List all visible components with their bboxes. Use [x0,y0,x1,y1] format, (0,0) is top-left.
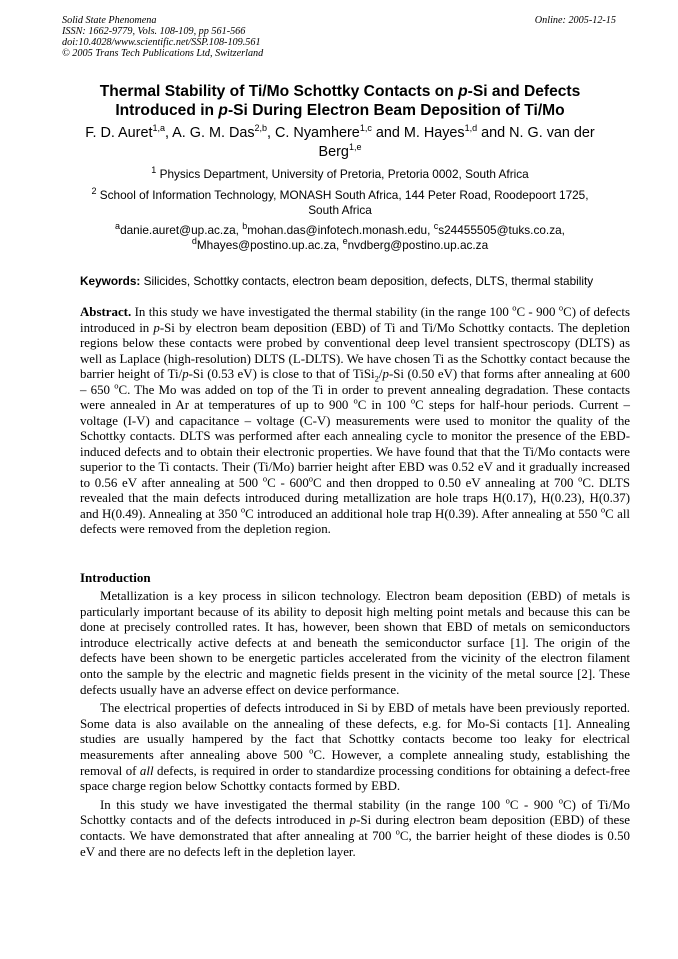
intro-text: C) of Ti/Mo Schottky contacts and of the defects introduced in [80,797,630,828]
journal-header [62,15,622,59]
abstract-text: C introduced an additional hole trap H(0.39). After annealing at 550 [245,506,601,521]
section-heading-introduction: Introduction [80,570,151,585]
title-l2a: Introduced in [115,102,219,119]
abstract-text: -Si (0.50 eV) that forms after annealing at 600 – 650 [80,367,630,397]
italic-p: p [382,367,389,381]
intro-text: defects, is required in order to standardize processing conditions for obtaining a defect-free space charge region below Schottky contacts formed by EBD. [80,763,630,794]
abstract-text: C all defects were removed from the depletion region. [80,506,630,536]
abstract-text: / [378,367,383,381]
intro-text: C. However, a complete annealing study, establishing the removal of [80,747,630,778]
degree-sup: o [578,473,583,484]
title-l1b: p [458,83,468,100]
degree-sup: o [114,380,119,391]
email-list [75,223,605,253]
author-5: and N. G. van der Berg [318,125,595,160]
online-date: Online: 2005-12-15 [534,15,616,26]
degree-sup: o [512,302,517,313]
intro-paragraph-3 [80,795,631,860]
author-3-sup: 1,c [359,123,372,134]
abstract-text: C steps for half-hour periods. Current – voltage (I-V) and capacitance – voltage (C-V) measurements were used to monitor the quality of the Schottky contacts. DLTS was performed after each annealing cycle to monitor the presence of the EBD-induced defects and to obtain their electronic properties. We have found that that the Ti/Mo contacts were superior to the Ti contacts. Their (Ti/Mo) barrier height after EBD was 0.52 eV and it gradually increased to 0.56 eV after annealing at 500 [80,398,630,490]
abstract-text: In this study we have investigated the thermal stability (in the range 100 [131,305,513,319]
intro-text: C - 900 [509,797,559,812]
paper-title [70,82,610,120]
author-list [70,124,610,162]
title-l2b: p [218,102,228,119]
title-l1c: -Si and Defects [467,83,581,100]
abstract-text: -Si (0.53 eV) is close to that of TiSi [188,367,375,381]
italic-all: all [139,763,154,778]
abstract-label: Abstract. [80,305,132,319]
subscript-2: 2 [374,373,379,384]
author-1: F. D. Auret [85,125,153,141]
affiliation-1-number: 1 [151,165,157,176]
affiliation-2-number: 2 [91,186,97,197]
email-e-sup: e [342,236,348,247]
author-5-sup: 1,e [348,142,362,153]
degree-sup: o [558,302,564,313]
intro-text: The electrical properties of defects introduced in Si by EBD of metals have been previously reported. Some data is also available on the annealing of these defects, e.g. for Mo-Si contacts [1]. Annealing studies are usually hampered by the fact that Schottky contacts become too leaky for electrical measurements after annealing above 500 [80,701,630,762]
author-4: and M. Hayes [371,125,465,141]
abstract-text: C in 100 [357,398,411,412]
degree-sup: o [353,395,358,406]
abstract-text: C and then dropped to 0.50 eV annealing at 700 [313,475,579,490]
abstract [80,302,630,538]
degree-sup: o [309,745,314,756]
issn-line: ISSN: 1662-9779, Vols. 108-109, pp 561-566 [62,26,246,37]
author-1-sup: 1,a [152,123,165,134]
intro-text: C, the barrier height of these diodes is 0.50 eV and there are no defects left in the depletion layer. [80,828,630,859]
degree-sup: o [240,504,246,515]
keywords-text: Silicides, Schottky contacts, electron beam deposition, defects, DLTS, thermal stability [140,274,594,288]
keywords-label: Keywords: [80,274,141,288]
abstract-text: C. DLTS revealed that the main defects introduced during metallization are hole traps H(0.17), H(0.23), H(0.37) and H(0.49). Annealing at 350 [80,475,630,521]
affiliation-1 [75,167,605,182]
intro-paragraph-1: Metallization is a key process in silicon technology. Electron beam deposition (EBD) of metals is particularly important because of its ability to deposit high melting point metals and because this can be done at precisely controlled rates. It has, however, been shown that EBD of metals on semiconductors introduce electrically active defects at and beneath the semiconductor surface [1]. The origin of the defects have been shown to be energetic particles accelerated from the vicinity of the electron filament onto the sample by the electric and magnetic fields present in the vicinity of the metal source [2]. These defects usually have an adverse effect on device performance. [80,589,630,697]
degree-sup: o [505,795,510,806]
author-4-sup: 1,d [464,123,478,134]
email-a[interactable]: danie.auret@up.ac.za, [120,223,243,237]
italic-p: p [153,320,160,335]
copyright-line: © 2005 Trans Tech Publications Ltd, Switzerland [62,48,264,59]
affiliation-2 [75,188,605,218]
keywords [80,274,640,289]
degree-sup: o [395,826,400,837]
author-2-sup: 2,b [254,123,268,134]
abstract-text: C. The Mo was added on top of the Ti in order to prevent annealing degradation. These contacts were annealed in Ar at temperatures of up to 900 [80,382,630,412]
intro-text: -Si during electron beam deposition (EBD) of these contacts. We have demonstrated that after annealing at 700 [80,813,631,843]
intro-paragraph-2 [80,701,630,795]
email-b[interactable]: mohan.das@infotech.monash.edu, [247,223,434,237]
italic-p: p [182,367,189,381]
author-3: , C. Nyamhere [267,125,360,141]
title-l1a: Thermal Stability of Ti/Mo Schottky Contacts on [99,83,459,100]
degree-sup: o [308,473,314,484]
abstract-text: C) of defects introduced in [80,305,630,335]
email-c[interactable]: s24455505@tuks.co.za, [438,223,565,237]
email-d[interactable]: Mhayes@postino.up.ac.za, [196,238,343,252]
email-e[interactable]: nvdberg@postino.up.ac.za [347,238,489,252]
abstract-text: -Si by electron beam deposition (EBD) of Ti and Ti/Mo Schottky contacts. The depletion regions below these contacts were probed by conventional deep level transient spectroscopy (DLTS) as well as Laplace (high-resolution) DLTS (L-DLTS). We have chosen Ti as the Schottky contact because the barrier height of Ti/ [80,320,630,381]
affiliation-2-text: School of Information Technology, MONASH South Africa, 144 Peter Road, Roodepoort 1725, South Africa [96,188,589,217]
email-d-sup: d [191,236,197,247]
degree-sup: o [410,395,416,406]
author-2: , A. G. M. Das [164,125,255,141]
italic-p: p [349,813,357,828]
intro-text: In this study we have investigated the thermal stability (in the range 100 [100,797,506,812]
email-c-sup: c [433,221,439,232]
degree-sup: o [600,504,606,515]
doi-line: doi:10.4028/www.scientific.net/SSP.108-109.561 [62,37,261,48]
introduction-body [80,589,630,863]
email-a-sup: a [115,221,121,232]
email-b-sup: b [242,221,248,232]
abstract-text: C - 600 [267,475,309,490]
journal-name: Solid State Phenomena [62,15,157,26]
title-l2c: -Si During Electron Beam Deposition of Ti/Mo [227,102,565,119]
degree-sup: o [262,473,268,484]
abstract-text: C - 900 [516,305,559,319]
degree-sup: o [558,795,564,806]
affiliation-1-text: Physics Department, University of Pretoria, Pretoria 0002, South Africa [156,167,529,181]
